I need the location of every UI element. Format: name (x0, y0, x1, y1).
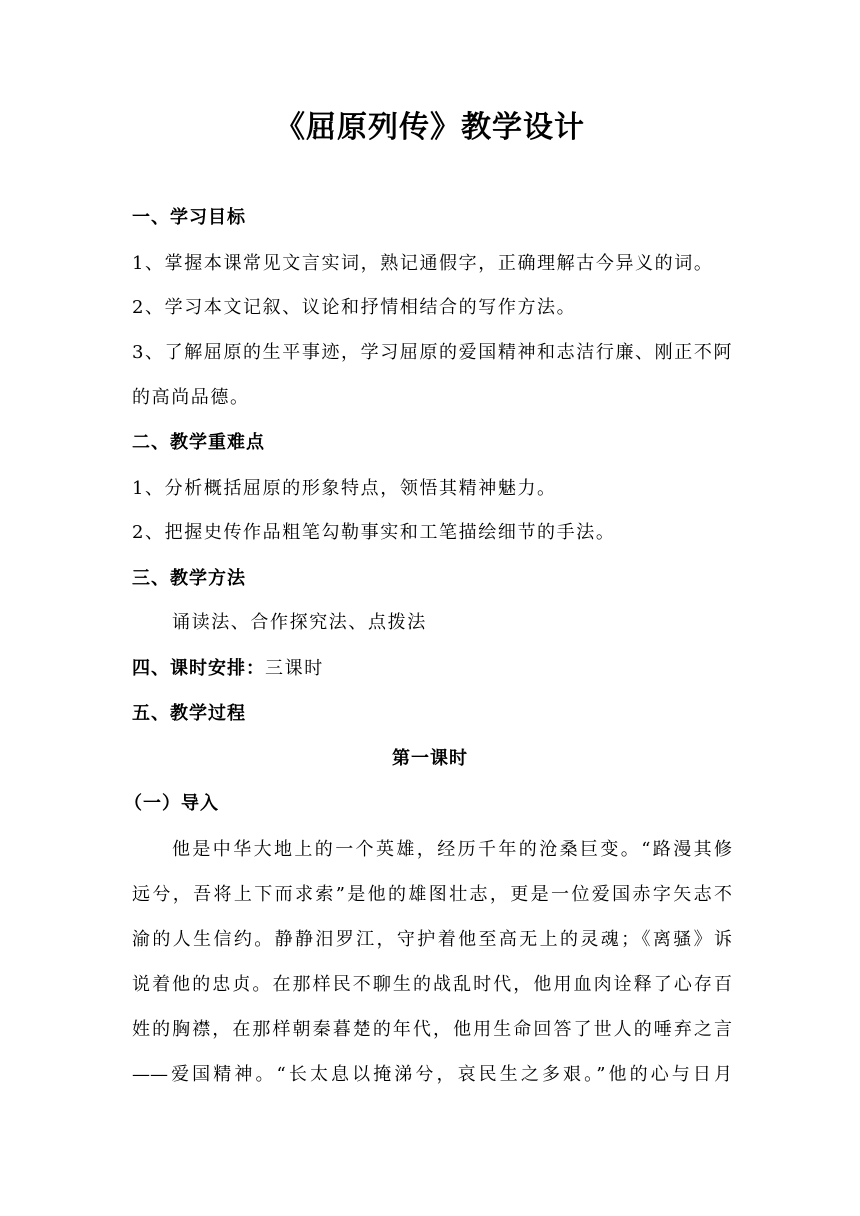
section-heading-methods: 三、教学方法 (132, 568, 246, 589)
lesson-title: 第一课时 (392, 748, 468, 769)
key-point-item-2: 2、把握史传作品粗笔勾勒事实和工笔描绘细节的手法。 (132, 522, 616, 543)
key-point-item-1: 1、分析概括屈原的形象特点，领悟其精神魅力。 (132, 478, 557, 499)
intro-paragraph-line-5: 姓的胸襟，在那样朝秦暮楚的年代，他用生命回答了世人的唾弃之言 (132, 1019, 732, 1040)
part-heading-intro: （一）导入 (124, 793, 219, 814)
section-heading-schedule: 四、课时安排： (132, 658, 265, 679)
intro-paragraph-line-3: 渝的人生信约。静静汨罗江，守护着他至高无上的灵魂；《离骚》诉 (132, 929, 732, 950)
goal-item-2: 2、学习本文记叙、议论和抒情相结合的写作方法。 (132, 297, 577, 318)
schedule-value: 三课时 (265, 658, 324, 679)
goal-item-1: 1、掌握本课常见文言实词，熟记通假字，正确理解古今异义的词。 (132, 253, 714, 274)
goal-item-3: 3、了解屈原的生平事迹，学习屈原的爱国精神和志洁行廉、刚正不阿 (132, 342, 734, 363)
intro-paragraph-line-6: ——爱国精神。“长太息以掩涕兮，哀民生之多艰。”他的心与日月 (132, 1064, 732, 1085)
section-heading-process: 五、教学过程 (132, 703, 246, 724)
section-heading-goals: 一、学习目标 (132, 207, 246, 228)
schedule-line (132, 656, 732, 682)
intro-paragraph-line-2: 远兮，吾将上下而求索”是他的雄图壮志，更是一位爱国赤字矢志不 (132, 884, 732, 905)
goal-item-3-continued: 的高尚品德。 (132, 387, 250, 408)
methods-text: 诵读法、合作探究法、点拨法 (172, 612, 427, 633)
intro-paragraph-line-1: 他是中华大地上的一个英雄，经历千年的沧桑巨变。“路漫其修 (172, 839, 732, 860)
intro-paragraph-line-4: 说着他的忠贞。在那样民不聊生的战乱时代，他用血肉诠释了心存百 (132, 974, 732, 995)
document-title: 《屈原列传》教学设计 (275, 110, 585, 145)
section-heading-key-points: 二、教学重难点 (132, 432, 265, 453)
